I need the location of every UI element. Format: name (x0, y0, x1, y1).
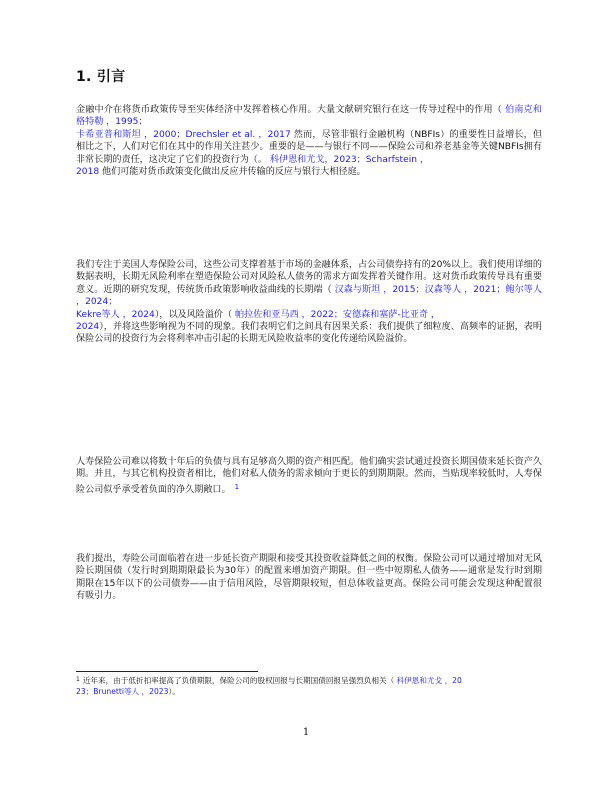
citation-link[interactable]: 2018 (76, 167, 100, 178)
body-text: 我们提出，寿险公司面临着在进一步延长资产期限和接受其投资收益降低之间的权衡。保险公司可以通过增加对无风险长期国债（发行时到期期限最长为30年）的配置来增加资产期限。但一些中短期私人债务——通常是发行时到期期限在15年以下的公司债券——由于信用风险，尽管期限较短，但总体收益更高。保险公司可能会发现这种配置很有吸引力。 (76, 554, 542, 602)
body-text: 近年来，由于低折扣率提高了负债期限，保险公司的股权回报与长期国债回报呈强烈负相关（ (82, 676, 397, 685)
citation-link[interactable]: 科伊恩和尤戈，2023；Scharfstein ， (269, 154, 429, 165)
citation-link[interactable]: 汉森与斯坦 ，2015；汉森等人 ，2021；鲍尔等人 ，2024； (76, 284, 542, 308)
section-heading: 1. 引言 (76, 69, 126, 85)
citation-link[interactable]: 卡希亚普和斯坦 ，2000；Drechsler et al. ，2017 (76, 129, 291, 140)
footnote-marker: 1 (76, 676, 80, 683)
paragraph-tradeoff (76, 553, 542, 603)
citation-link[interactable]: 23；Brunetti等人 ，2023 (76, 687, 169, 696)
citation-link[interactable]: 帕拉佐和亚马西 ，2022；安德森和塞萨-比亚奇 ， (235, 309, 441, 320)
citation-link[interactable]: 伯南克和格特勒 ，1995； (76, 105, 542, 128)
body-text: 他们可能对货币政策变化做出反应并传输的反应与银行大相径庭。 (99, 167, 366, 178)
paragraph-life-insurers (76, 259, 542, 346)
page-number: 1 (302, 727, 310, 738)
citation-link[interactable]: 科伊恩和尤戈 ，20 (396, 676, 462, 685)
body-text: 金融中介在将货币政策传导至实体经济中发挥着核心作用。大量文献研究银行在这一传导过程中的作用（ (76, 105, 506, 115)
body-text: 人寿保险公司难以将数十年后的负债与具有足够高久期的资产相匹配。他们确实尝试通过投资长期国债来延长资产久期。并且，与其它机构投资者相比，他们对私人债务的需求倾向于更长的到期期限。然而，当贴现率较低时，人寿保险公司似乎承受着负面的净久期敞口。 (76, 457, 542, 495)
body-text: ），以及风险溢价（ (154, 309, 236, 320)
footnote-reference[interactable]: 1 (234, 482, 240, 491)
citation-link[interactable]: Kekre等人 ，2024 (76, 309, 155, 320)
body-text: 我们专注于美国人寿保险公司，这些公司支撑着基于市场的金融体系，占公司债券持有的20%以上。我们使用详细的数据表明，长期无风险利率在塑造保险公司对风险私人债务的需求方面发挥着关键作用。这对货币政策传导具有重要意义。近期的研究发现，传统货币政策影响收益曲线的长期端（ (76, 260, 542, 295)
paragraph-intro (76, 104, 542, 178)
body-text: 然而，尽管非银行金融机构（NBFIs）的重要性日益增长，但相比之下，人们对它们在其中的作用关注甚少。重要的是——与银行不同——保险公司和养老基金等关键NBFIs拥有非常长期的责任，这决定了它们的投资行为（。 (76, 129, 542, 165)
footnote (76, 674, 542, 697)
footnote-divider (76, 671, 258, 672)
body-text: ）。 (168, 687, 180, 696)
paragraph-duration-mismatch (76, 456, 542, 496)
body-text: ），并将这些影响视为不同的现象。我们表明它们之间具有因果关系：我们提供了细粒度、高频率的证据，表明保险公司的投资行为会将利率冲击引起的长期无风险收益率的变化传递给风险溢价。 (76, 322, 542, 345)
citation-link[interactable]: 2024 (76, 322, 100, 333)
